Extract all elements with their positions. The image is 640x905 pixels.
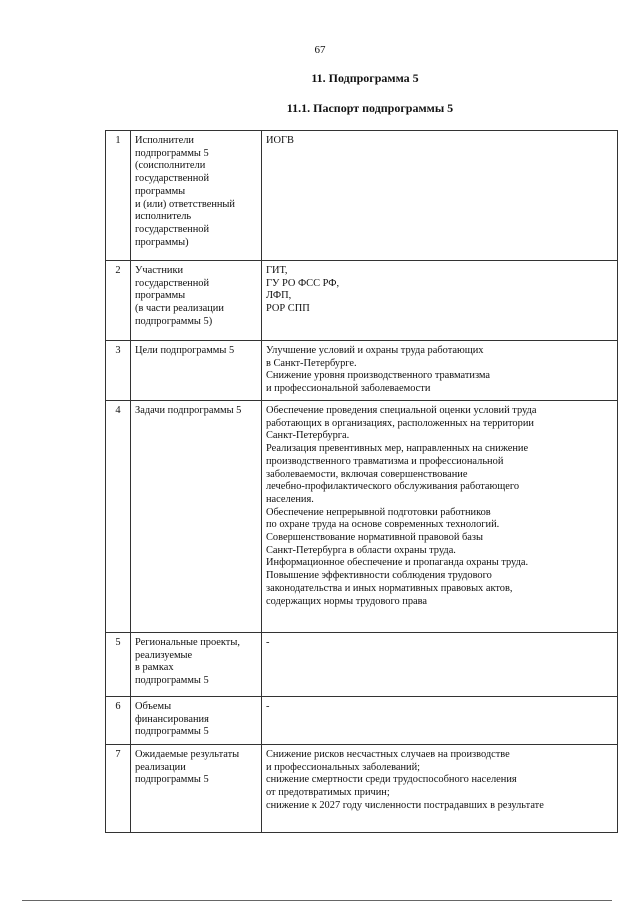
row-name-line: подпрограммы 5 (135, 726, 209, 738)
row-value-line: Снижение уровня производственного травматизма (266, 370, 491, 382)
row-name-line: финансирования (135, 713, 209, 725)
row-name-cell (131, 341, 262, 401)
row-name-line: (соисполнители (135, 160, 206, 172)
row-value-line: в Санкт-Петербурге. (266, 357, 357, 369)
page-number: 67 (314, 44, 326, 56)
row-value-line: от предотвратимых причин; (266, 787, 390, 799)
row-name-line: в рамках (135, 662, 174, 674)
passport-table (105, 130, 618, 833)
row-value-line: и профессиональной заболеваемости (266, 383, 431, 395)
row-name-cell (131, 261, 262, 341)
row-value-line: населения. (266, 493, 314, 505)
table-row (106, 261, 618, 341)
row-number: 7 (106, 745, 131, 833)
row-name-line: реализации (135, 761, 186, 773)
row-value-line: законодательства и иных нормативных правовых актов, (266, 582, 513, 594)
row-value-line: содержащих нормы трудового права (266, 595, 428, 607)
row-value-line: ГИТ, (266, 265, 288, 276)
row-value-line: по охране труда на основе современных технологий. (266, 519, 500, 531)
row-name-line: подпрограммы 5 (135, 147, 209, 159)
row-value-line: производственного травматизма и профессиональной (266, 455, 504, 467)
row-name-line: государственной (135, 223, 210, 235)
row-name-line: подпрограммы 5 (135, 675, 209, 687)
row-value-line: Реализация превентивных мер, направленных на снижение (266, 443, 529, 455)
row-value-line: снижение смертности среди трудоспособного населения (266, 774, 517, 786)
row-name-line: Ожидаемые результаты (135, 749, 240, 760)
row-value-cell (262, 633, 618, 697)
row-name-line: государственной (135, 277, 210, 289)
row-value-line: ЛФП, (266, 290, 292, 302)
row-number: 4 (106, 401, 131, 633)
row-value-line: снижение к 2027 году численности пострадавших в результате (266, 799, 544, 811)
row-name-line: Цели подпрограммы 5 (135, 345, 235, 356)
row-value-line: Санкт-Петербурга. (266, 430, 350, 442)
row-value-line: Повышение эффективности соблюдения трудового (266, 570, 492, 582)
row-value-line: - (266, 637, 270, 648)
row-value-line: и профессиональных заболеваний; (266, 761, 421, 773)
row-value-cell (262, 341, 618, 401)
row-value-line: РОР СПП (266, 303, 310, 315)
row-name-line: и (или) ответственный (135, 198, 235, 210)
table-row (106, 341, 618, 401)
row-value-line: лечебно-профилактического обслуживания работающего (266, 481, 520, 493)
row-name-cell (131, 697, 262, 745)
row-name-line: Региональные проекты, (135, 637, 240, 648)
row-value-cell (262, 697, 618, 745)
row-name-line: государственной (135, 173, 210, 185)
row-name-line: (в части реализации (135, 303, 224, 315)
row-name-line: программы) (135, 236, 189, 248)
row-name-line: Задачи подпрограммы 5 (135, 405, 242, 416)
row-value-line: Совершенствование нормативной правовой базы (266, 532, 483, 544)
row-value-cell (262, 261, 618, 341)
row-name-line: программы (135, 185, 186, 197)
row-name-line: подпрограммы 5) (135, 315, 213, 327)
row-value-line: ИОГВ (266, 135, 294, 146)
row-name-line: Исполнители (135, 135, 194, 146)
row-name-cell (131, 131, 262, 261)
row-value-line: Информационное обеспечение и пропаганда охраны труда. (266, 557, 529, 569)
row-value-cell (262, 745, 618, 833)
row-value-cell (262, 131, 618, 261)
row-value-line: Обеспечение проведения специальной оценки условий труда (266, 405, 537, 416)
row-name-line: подпрограммы 5 (135, 774, 209, 786)
row-name-line: Участники (135, 265, 184, 276)
row-number: 6 (106, 697, 131, 745)
row-value-line: Обеспечение непрерывной подготовки работников (266, 506, 491, 518)
row-name-line: реализуемые (135, 649, 193, 661)
table-row (106, 697, 618, 745)
row-value-line: работающих в организациях, расположенных на территории (266, 417, 534, 429)
row-name-line: Объемы (135, 701, 172, 712)
table-row (106, 745, 618, 833)
row-name-line: исполнитель (135, 211, 192, 223)
table-row (106, 633, 618, 697)
row-number: 1 (106, 131, 131, 261)
row-value-line: заболеваемости, включая совершенствование (266, 468, 468, 480)
passport-heading: 11.1. Паспорт подпрограммы 5 (286, 101, 454, 115)
row-name-cell (131, 745, 262, 833)
subprogram-heading: 11. Подпрограмма 5 (311, 71, 419, 85)
row-value-line: Снижение рисков несчастных случаев на производстве (266, 749, 510, 760)
row-number: 5 (106, 633, 131, 697)
bottom-rule (22, 900, 612, 901)
row-name-cell (131, 401, 262, 633)
row-value-line: Улучшение условий и охраны труда работающих (266, 345, 484, 356)
table-row (106, 131, 618, 261)
row-number: 3 (106, 341, 131, 401)
row-name-cell (131, 633, 262, 697)
row-value-line: ГУ РО ФСС РФ, (266, 277, 340, 289)
table-row (106, 401, 618, 633)
row-number: 2 (106, 261, 131, 341)
row-value-cell (262, 401, 618, 633)
row-value-line: Санкт-Петербурга в области охраны труда. (266, 544, 456, 556)
row-value-line: - (266, 701, 270, 712)
row-name-line: программы (135, 290, 186, 302)
